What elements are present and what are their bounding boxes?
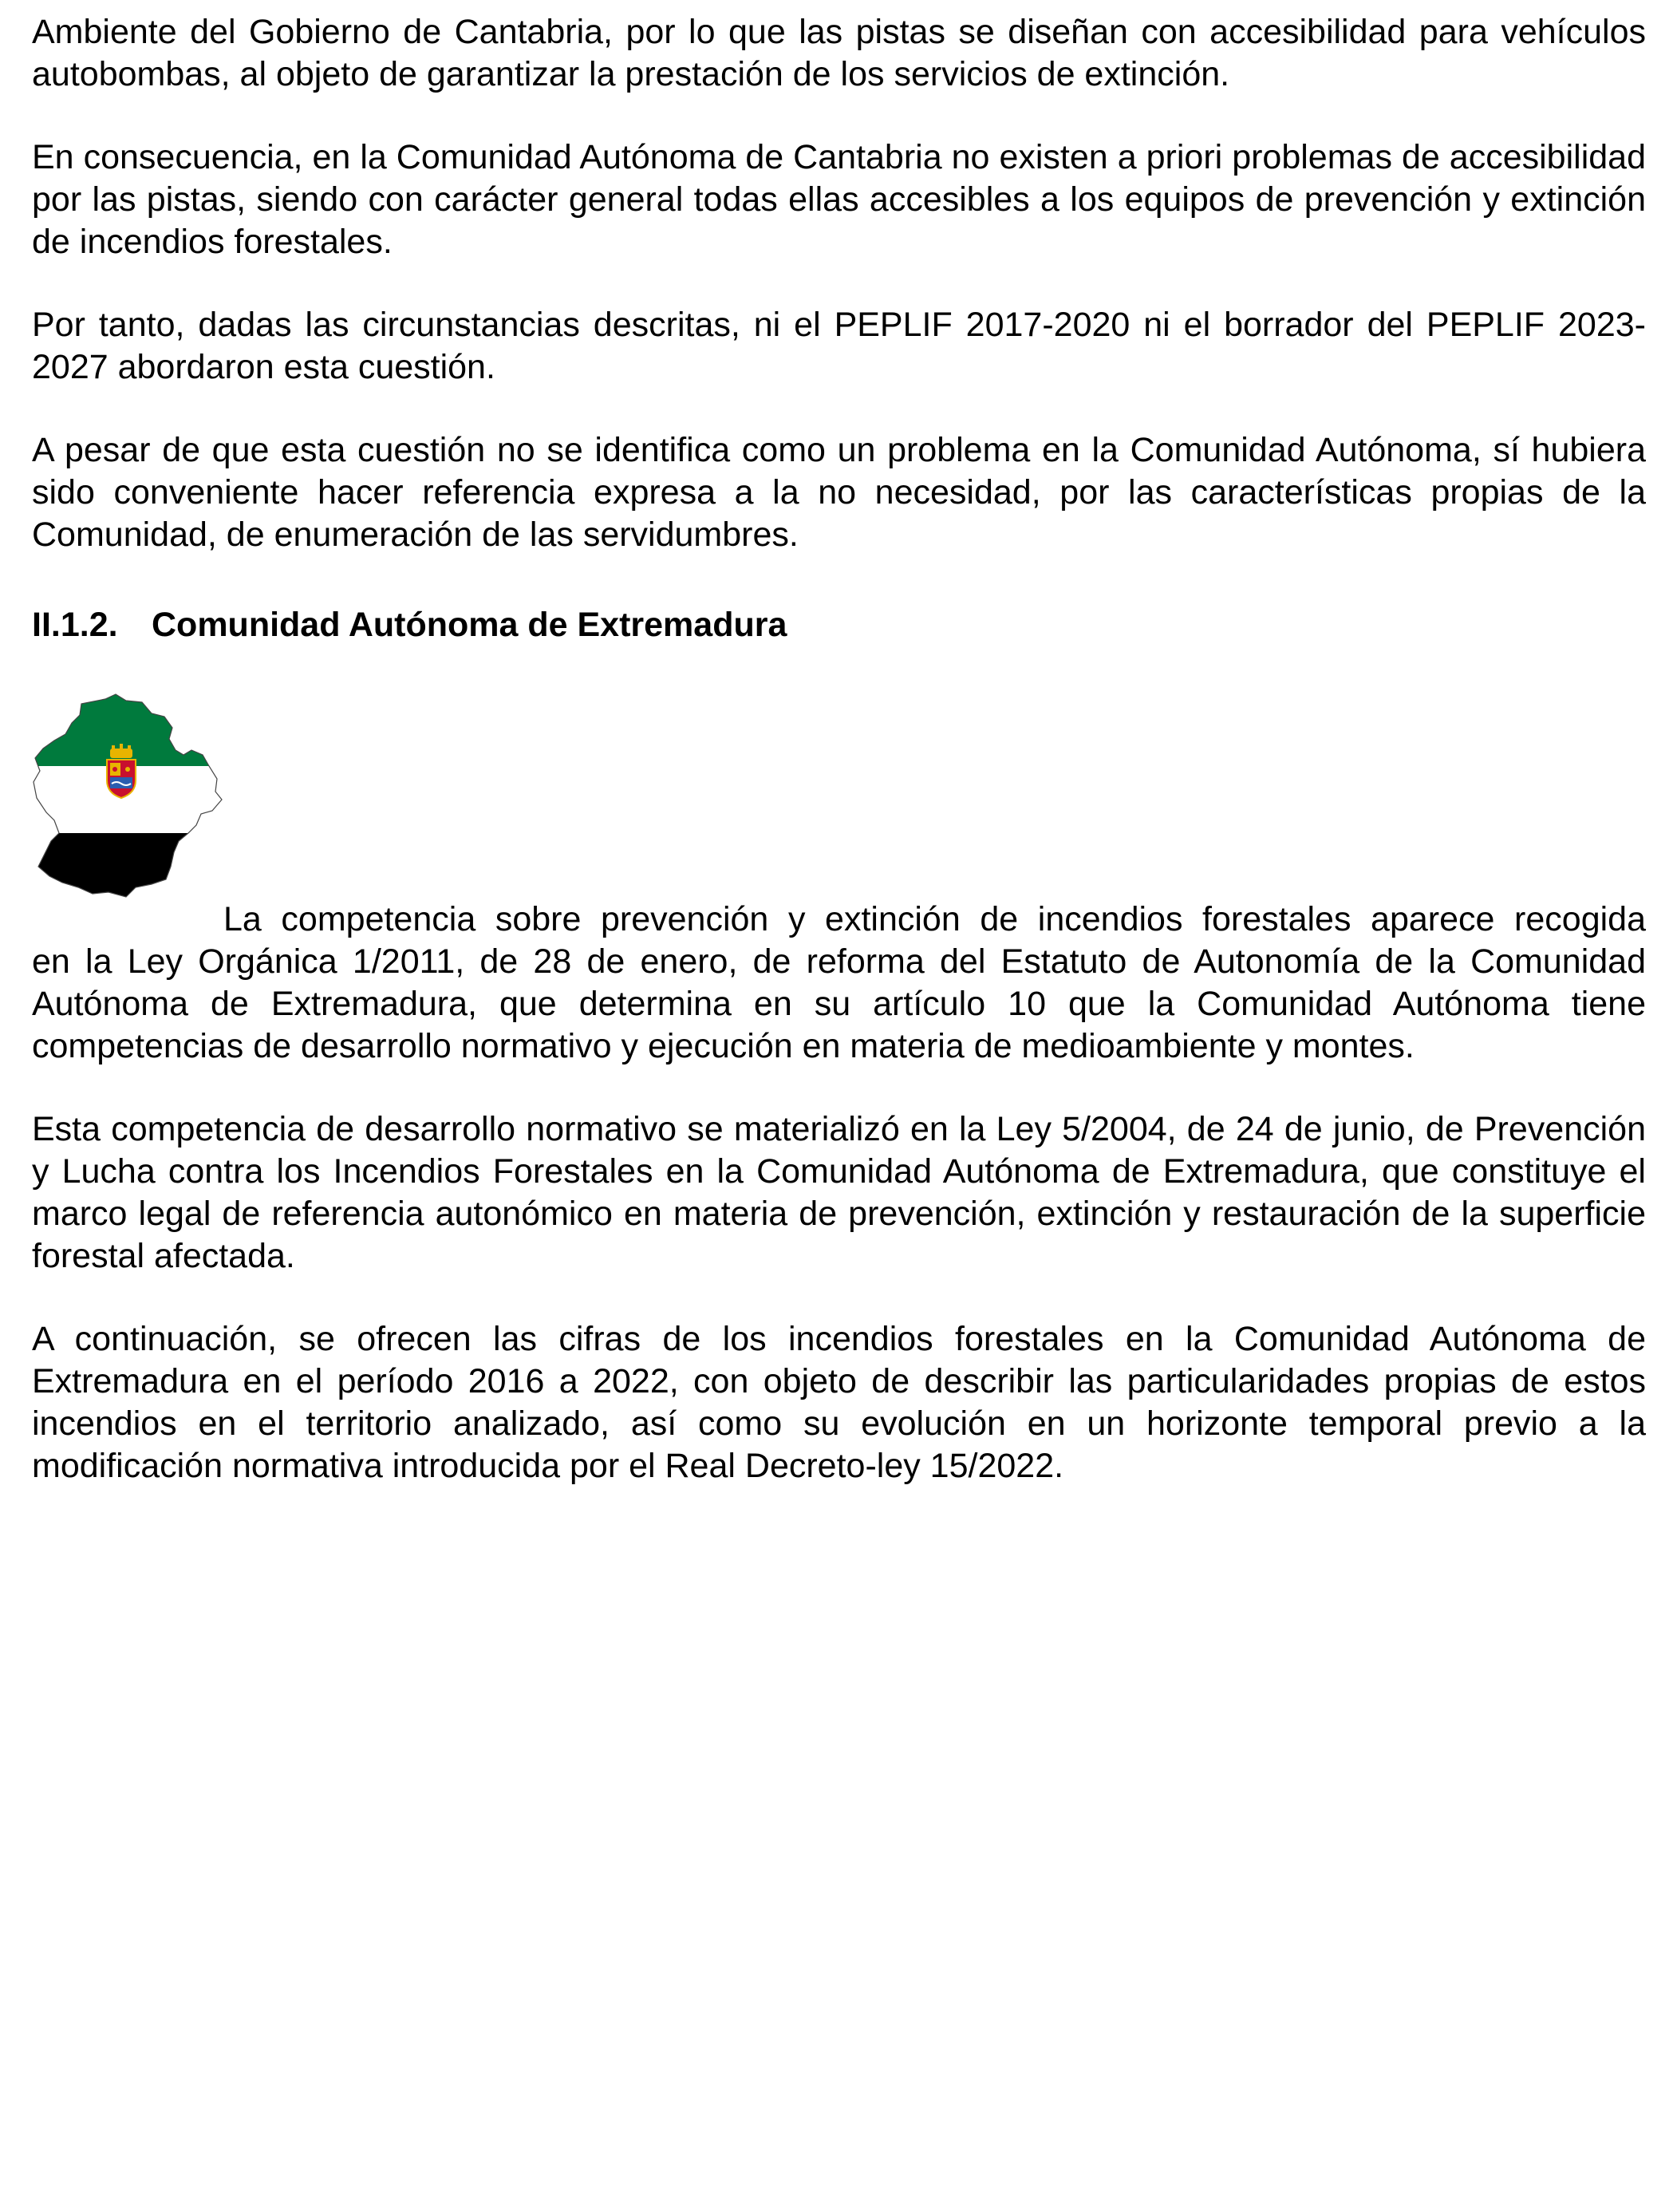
paragraph-peplif: Por tanto, dadas las circunstancias descritas, ni el PEPLIF 2017-2020 ni el borrador del PEPLIF 2023-2027 abordaron esta cuestión. [32,306,1646,386]
flag-stripe-black [32,833,227,902]
paragraph-competencia-rest: en la Ley Orgánica 1/2011, de 28 de enero, de reforma del Estatuto de Autonomía de la Comunidad Autónoma de Extremadura, que determina en su artículo 10 que la Comunidad Autónoma tiene competencias de desarrollo normativo y ejecución en materia de medioambiente y montes. [32,942,1646,1065]
paragraph-cifras-incendios: A continuación, se ofrecen las cifras de los incendios forestales en la Comunidad Autónoma de Extremadura en el período 2016 a 2022, con objeto de describir las particularidades propias de estos incendios en el territorio analizado, así como su evolución en un horizonte temporal previo a la modificación normativa introducida por el Real Decreto-ley 15/2022. [32,1320,1646,1485]
paragraph-ley-5-2004: Esta competencia de desarrollo normativo se materializó en la Ley 5/2004, de 24 de junio, de Prevención y Lucha contra los Incendios Forestales en la Comunidad Autónoma de Extremadura, que constituye el marco legal de referencia autonómico en materia de prevención, extinción y restauración de la superficie forestal afectada. [32,1110,1646,1275]
coat-of-arms-icon [107,744,136,798]
paragraph-competencia-first-line: La competencia sobre prevención y extinción de incendios forestales aparece recogida [223,900,1646,938]
paragraph-servidumbres: A pesar de que esta cuestión no se identifica como un problema en la Comunidad Autónoma, sí hubiera sido conveniente hacer referencia expresa a la no necesidad, por las características propias de la Comunidad, de enumeración de las servidumbres. [32,431,1646,554]
section-heading [32,604,1646,646]
paragraph-competencia [32,899,1646,1068]
map-block [32,693,1646,899]
paragraph-cantabria-consequence: En consecuencia, en la Comunidad Autónoma de Cantabria no existen a priori problemas de accesibilidad por las pistas, siendo con carácter general todas ellas accesibles a los equipos de prevención y extinción de incendios forestales. [32,138,1646,261]
extremadura-flag-map-icon [32,693,227,902]
section-title: Comunidad Autónoma de Extremadura [152,606,787,644]
section-number: II.1.2. [32,606,118,644]
document-page [32,11,1646,1528]
paragraph-cantabria-access: Ambiente del Gobierno de Cantabria, por lo que las pistas se diseñan con accesibilidad para vehículos autobombas, al objeto de garantizar la prestación de los servicios de extinción. [32,13,1646,93]
